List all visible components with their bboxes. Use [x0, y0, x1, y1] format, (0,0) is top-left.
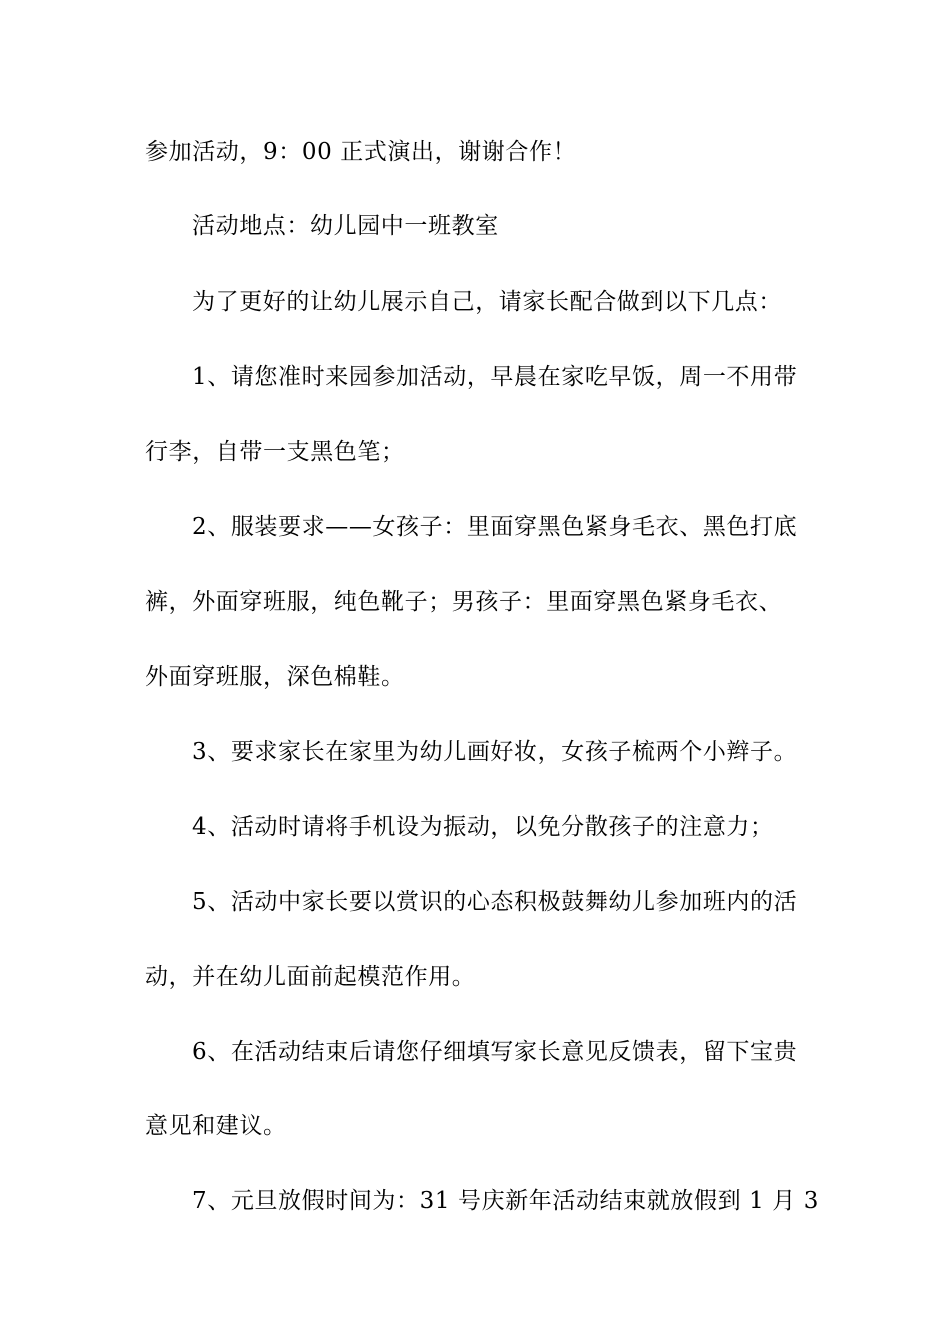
text-line-11: 5、活动中家长要以赏识的心态积极鼓舞幼儿参加班内的活: [192, 889, 798, 915]
text-line-7: 裤，外面穿班服，纯色靴子；男孩子：里面穿黑色紧身毛衣、: [145, 589, 783, 615]
text-line-8: 外面穿班服，深色棉鞋。: [145, 664, 405, 690]
text-line-10: 4、活动时请将手机设为振动，以免分散孩子的注意力；: [192, 814, 774, 840]
text-line-1: 参加活动，9：00 正式演出，谢谢合作！: [145, 139, 577, 165]
text-line-2: 活动地点：幼儿园中一班教室: [192, 213, 499, 239]
text-line-13: 6、在活动结束后请您仔细填写家长意见反馈表，留下宝贵: [192, 1039, 798, 1065]
text-line-5: 行李，自带一支黑色笔；: [145, 439, 405, 465]
text-line-6: 2、服装要求——女孩子：里面穿黑色紧身毛衣、黑色打底: [192, 514, 798, 540]
text-line-14: 意见和建议。: [145, 1113, 287, 1139]
text-line-15: 7、元旦放假时间为：31 号庆新年活动结束就放假到 1 月 3: [192, 1188, 820, 1214]
text-line-3: 为了更好的让幼儿展示自己，请家长配合做到以下几点：: [192, 289, 782, 315]
text-line-12: 动，并在幼儿面前起模范作用。: [145, 964, 476, 990]
text-line-9: 3、要求家长在家里为幼儿画好妆，女孩子梳两个小辫子。: [192, 739, 798, 765]
text-line-4: 1、请您准时来园参加活动，早晨在家吃早饭，周一不用带: [192, 364, 798, 390]
